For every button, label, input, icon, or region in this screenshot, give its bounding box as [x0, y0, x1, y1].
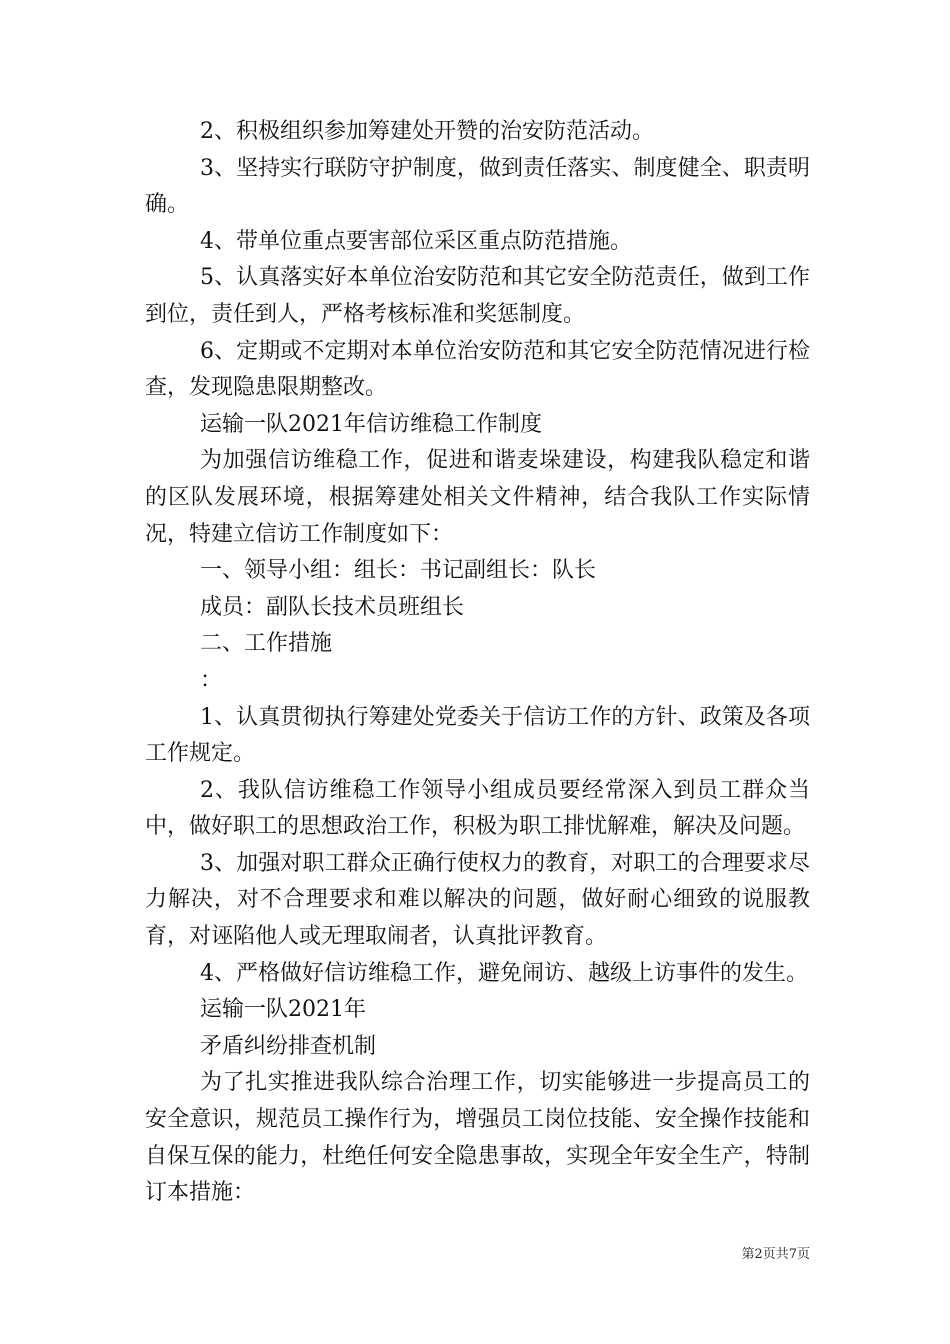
page-number: 第2页共7页 [741, 1247, 810, 1262]
paragraph-colon: ： [200, 667, 223, 693]
paragraph-measure-2: 2、我队信访维稳工作领导小组成员要经常深入到员工群众当中，做好职工的思想政治工作，积极为职工排忧解难，解决及问题。 [145, 777, 810, 840]
paragraph-3: 4、带单位重点要害部位采区重点防范措施。 [200, 228, 632, 254]
paragraph-work-measures: 二、工作措施 [200, 631, 333, 657]
paragraph-intro-dispute: 为了扎实推进我队综合治理工作，切实能够进一步提高员工的安全意识，规范员工操作行为，增强员工岗位技能、安全操作技能和自保互保的能力，杜绝任何安全隐患事故，实现全年安全生产，特制订本措施： [145, 1070, 810, 1206]
paragraph-1: 2、积极组织参加筹建处开赞的治安防范活动。 [200, 119, 654, 144]
document-body [145, 114, 810, 1212]
section-title-petition: 运输一队2021年信访维稳工作制度 [200, 411, 542, 437]
paragraph-4: 5、认真落实好本单位治安防范和其它安全防范责任，做到工作到位，责任到人，严格考核标准和奖惩制度。 [145, 265, 810, 327]
paragraph-2: 3、坚持实行联防守护制度，做到责任落实、制度健全、职责明确。 [145, 155, 810, 218]
section-title-year: 运输一队2021年 [200, 997, 366, 1023]
paragraph-measure-1: 1、认真贯彻执行筹建处党委关于信访工作的方针、政策及各项工作规定。 [145, 704, 810, 767]
paragraph-measure-3: 3、加强对职工群众正确行使权力的教育，对职工的合理要求尽力解决，对不合理要求和难以解决的问题，做好耐心细致的说服教育，对诬陷他人或无理取闹者，认真批评教育。 [145, 850, 810, 950]
paragraph-leadership-group: 一、领导小组：组长：书记副组长：队长 [200, 558, 597, 584]
section-title-dispute: 矛盾纠纷排查机制 [200, 1033, 377, 1059]
paragraph-measure-4: 4、严格做好信访维稳工作，避免闹访、越级上访事件的发生。 [200, 960, 808, 986]
paragraph-intro-petition: 为加强信访维稳工作，促进和谐麦垛建设，构建我队稳定和谐的区队发展环境，根据筹建处相关文件精神，结合我队工作实际情况，特建立信访工作制度如下： [145, 448, 810, 547]
paragraph-5: 6、定期或不定期对本单位治安防范和其它安全防范情况进行检查，发现隐患限期整改。 [145, 338, 810, 401]
paragraph-members: 成员：副队长技术员班组长 [200, 594, 465, 620]
